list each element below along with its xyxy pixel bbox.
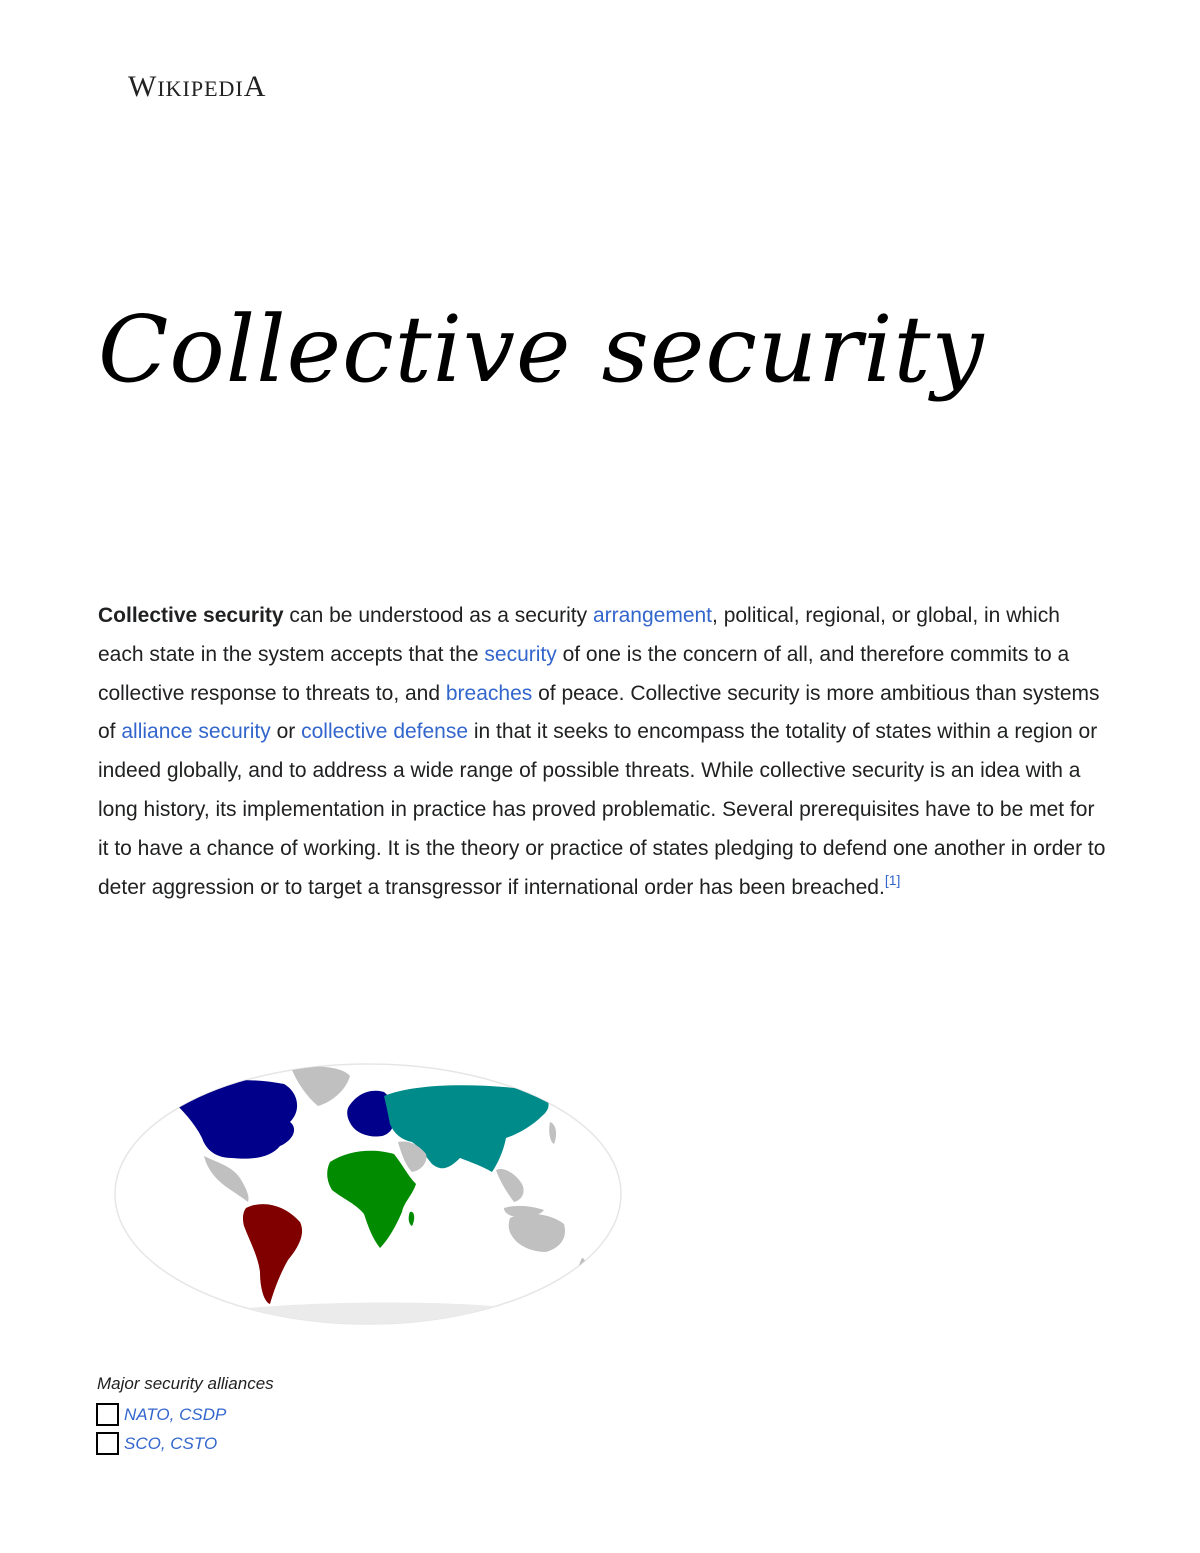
article-text: of peace. Collective security is more ambitious than systems of bbox=[98, 681, 1100, 744]
legend-swatch-icon bbox=[96, 1403, 119, 1426]
article-text: of one is the concern of all, and therefore commits to a collective response to threats to, and bbox=[98, 642, 1070, 705]
article-text: or bbox=[270, 720, 302, 744]
article-link-alliance-security[interactable]: alliance security bbox=[121, 720, 271, 744]
legend-link-nato-csdp[interactable]: NATO, CSDP bbox=[124, 1404, 227, 1424]
figure-legend bbox=[96, 1400, 226, 1458]
article-paragraph bbox=[98, 597, 1110, 907]
reference-link[interactable]: [1] bbox=[884, 871, 901, 888]
wikipedia-wordmark[interactable] bbox=[128, 70, 266, 104]
article-link-security[interactable]: security bbox=[484, 642, 557, 666]
article-link-arrangement[interactable]: arrangement bbox=[592, 604, 713, 627]
legend-link-sco-csto[interactable]: SCO, CSTO bbox=[124, 1433, 218, 1453]
article-link-collective-defense[interactable]: collective defense bbox=[301, 720, 469, 744]
reference-superscript bbox=[885, 872, 901, 888]
article-text: , political, regional, or global, in which each state in the system accepts that the bbox=[98, 604, 1060, 666]
legend-item bbox=[96, 1400, 226, 1429]
article-text: in that it seeks to encompass the totality of states within a region or indeed globally, and to address a wide range of possible threats. While collective security is an idea with a long history, its implementation in practice has proved problematic. Several prerequisites have to be met for it to have a chance of working. It is the theory or practice of states pledging to defend one another in order to deter aggression or to target a transgressor if international order has been breached. bbox=[98, 720, 1106, 899]
article-term-bold: Collective security bbox=[98, 604, 284, 627]
article-text: can be understood as a security bbox=[283, 604, 593, 627]
article-link-breaches[interactable]: breaches bbox=[445, 681, 533, 705]
wordmark-text: WIKIPEDIA bbox=[128, 70, 267, 103]
legend-swatch-icon bbox=[96, 1432, 119, 1455]
legend-item bbox=[96, 1429, 226, 1458]
page-title: Collective security bbox=[98, 296, 985, 403]
world-map-image bbox=[112, 1062, 624, 1327]
figure-caption: Major security alliances bbox=[97, 1374, 274, 1393]
